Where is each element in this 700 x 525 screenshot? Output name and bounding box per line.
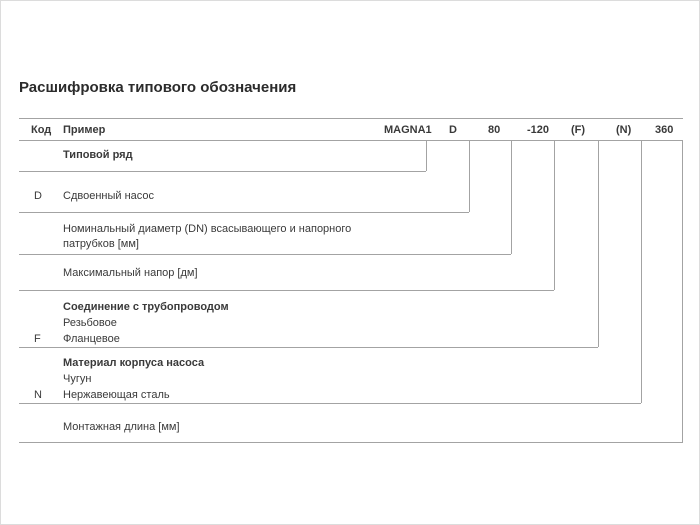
row-pipe-connection-flanged-code: F (34, 333, 41, 345)
designation-token-length: 360 (655, 124, 674, 136)
row-pipe-connection-threaded: Резьбовое (63, 317, 117, 329)
row-housing-material-heading: Материал корпуса насоса (63, 357, 205, 369)
row-type-range-label: Типовой ряд (63, 149, 133, 161)
row-max-head-label: Максимальный напор [дм] (63, 267, 198, 279)
designation-token-twin: D (449, 124, 457, 136)
connector-line-length (682, 140, 683, 442)
designation-token-range: MAGNA1 (384, 124, 432, 136)
row-pipe-connection-heading: Соединение с трубопроводом (63, 301, 229, 313)
row-pipe-connection-rule (19, 347, 598, 348)
row-twin-pump-rule (19, 212, 469, 213)
connector-line-connection (598, 140, 599, 347)
row-type-range-rule (19, 171, 426, 172)
connector-line-diameter (511, 140, 512, 254)
row-housing-material-rule (19, 403, 641, 404)
connector-line-range (426, 140, 427, 171)
designation-token-connection: (F) (571, 124, 586, 136)
page-title: Расшифровка типового обозначения (19, 79, 297, 96)
column-header-example: Пример (63, 124, 106, 136)
connector-line-twin (469, 140, 470, 212)
row-housing-material-stainless-code: N (34, 389, 42, 401)
connector-line-material (641, 140, 642, 403)
column-header-code: Код (31, 124, 52, 136)
row-pipe-connection-flanged: Фланцевое (63, 333, 120, 345)
row-port-to-port-rule (19, 442, 683, 443)
row-twin-pump-label: Сдвоенный насос (63, 190, 155, 202)
row-housing-material-stainless: Нержавеющая сталь (63, 389, 170, 401)
row-nominal-diameter-rule (19, 254, 511, 255)
designation-token-diameter: 80 (488, 124, 501, 136)
row-max-head-rule (19, 290, 554, 291)
designation-token-head: -120 (527, 124, 550, 136)
connector-line-head (554, 140, 555, 290)
designation-token-material: (N) (616, 124, 632, 136)
row-nominal-diameter-label: Номинальный диаметр (DN) всасывающего и напорного патрубков [мм] (63, 223, 352, 250)
table-top-rule (19, 118, 683, 119)
row-housing-material-cast-iron: Чугун (63, 373, 92, 385)
row-twin-pump-code: D (34, 190, 42, 202)
row-port-to-port-label: Монтажная длина [мм] (63, 421, 180, 433)
header-bottom-rule (19, 140, 683, 141)
